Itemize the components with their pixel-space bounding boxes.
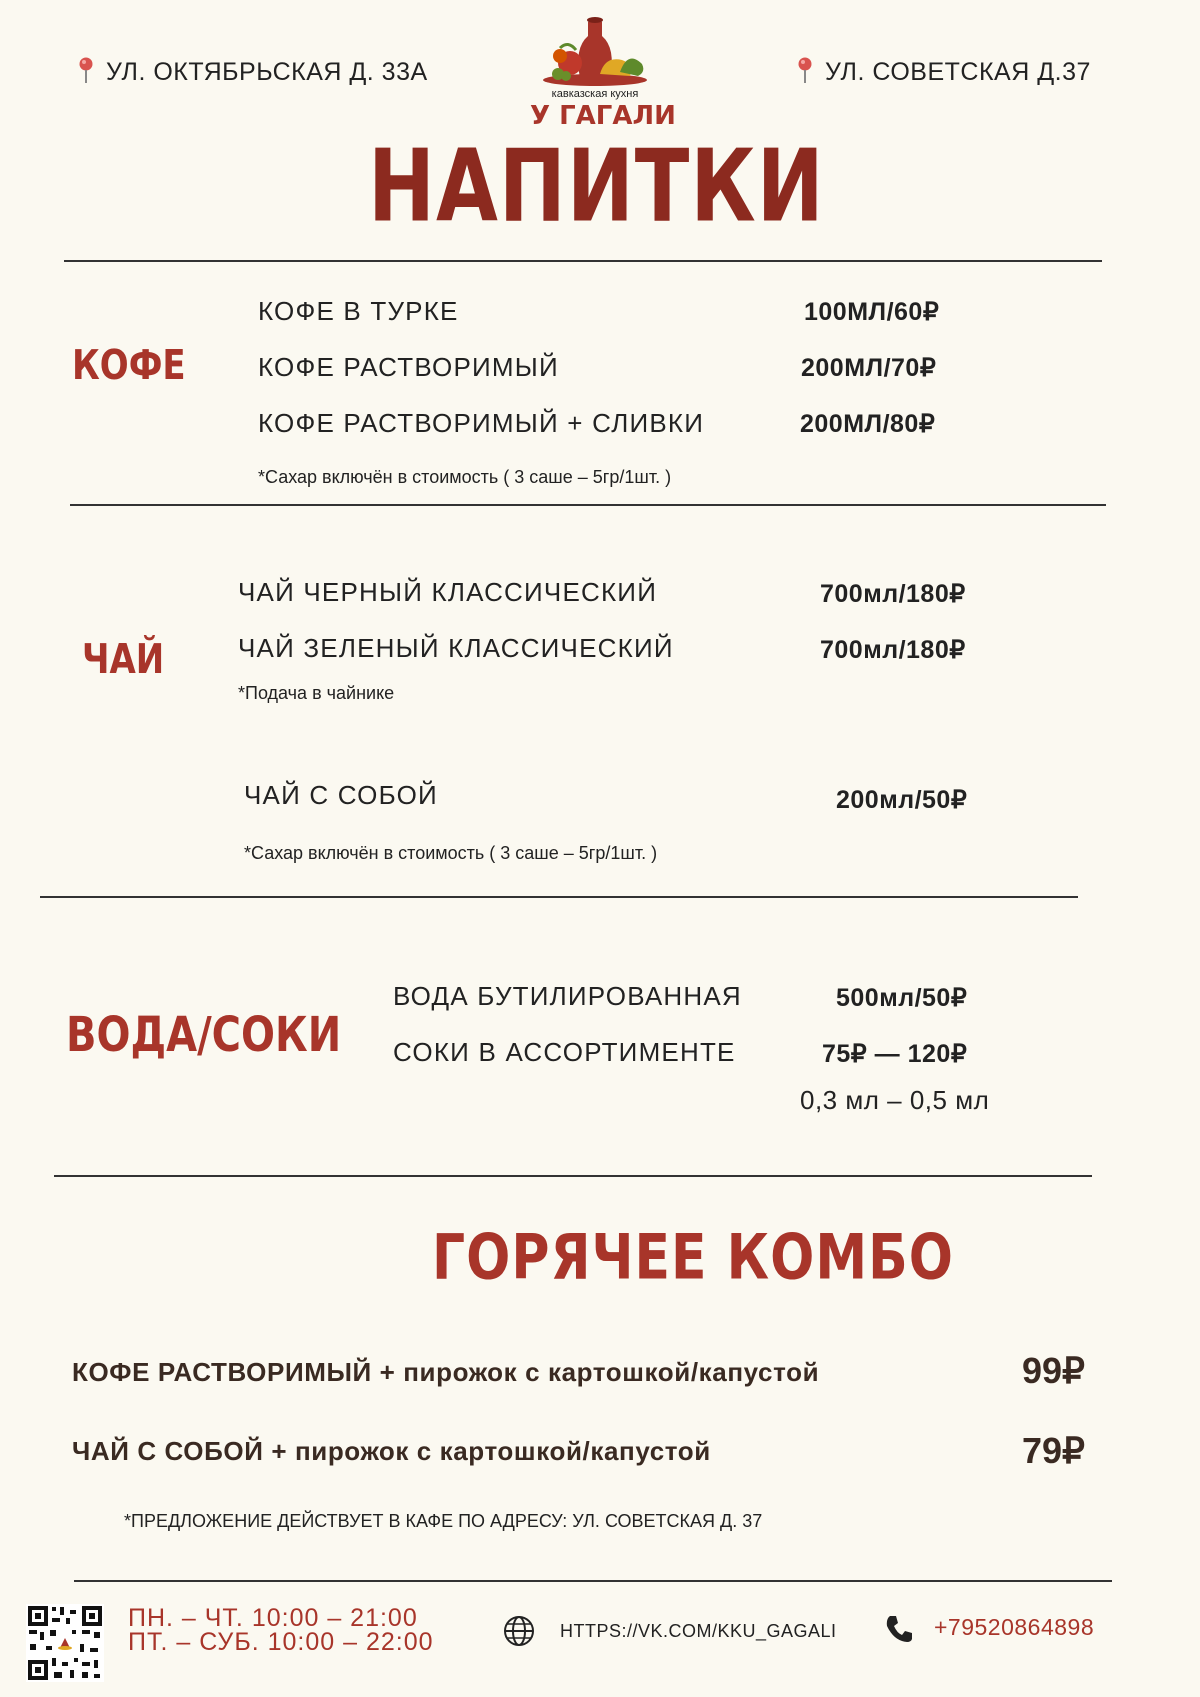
divider (54, 1175, 1092, 1177)
menu-item-price: 200мл/50₽ (836, 786, 968, 814)
category-water-juice: ВОДА/СОКИ (66, 1008, 342, 1064)
combo-item-price: 99₽ (1022, 1350, 1085, 1391)
menu-item-price: 200МЛ/70₽ (801, 354, 937, 382)
category-coffee: КОФЕ (72, 342, 186, 390)
phone-icon (884, 1614, 914, 1644)
divider (40, 896, 1078, 898)
vk-link[interactable]: HTTPS://VK.COM/KKU_GAGALI (560, 1621, 837, 1641)
footnote: *Подача в чайнике (238, 683, 395, 703)
footnote: *Сахар включён в стоимость ( 3 саше – 5гр/1шт. ) (258, 467, 672, 487)
footnote: *Сахар включён в стоимость ( 3 саше – 5гр/1шт. ) (244, 843, 658, 863)
menu-item-price: 200МЛ/80₽ (800, 410, 936, 438)
menu-item-name: КОФЕ РАСТВОРИМЫЙ (258, 352, 559, 382)
combo-item-name: КОФЕ РАСТВОРИМЫЙ + пирожок с картошкой/капустой (72, 1357, 820, 1387)
menu-item-name: ЧАЙ С СОБОЙ (244, 780, 438, 810)
combo-item-price: 79₽ (1022, 1430, 1085, 1471)
menu-item-name: ВОДА БУТИЛИРОВАННАЯ (393, 981, 742, 1011)
menu-item-price: 500мл/50₽ (836, 984, 968, 1012)
hours-weekdays: ПН. – ЧТ. 10:00 – 21:00 (128, 1604, 418, 1632)
divider (74, 1580, 1112, 1582)
location-pin-icon (76, 56, 96, 84)
menu-item-price: 700мл/180₽ (820, 636, 966, 664)
address-right-text: УЛ. СОВЕТСКАЯ Д.37 (825, 58, 1091, 86)
location-pin-icon (795, 56, 815, 84)
page-title: НАПИТКИ (368, 128, 825, 245)
menu-item-name: КОФЕ В ТУРКЕ (258, 296, 459, 326)
logo-tagline: кавказская кухня (551, 88, 639, 100)
menu-item-price: 700мл/180₽ (820, 580, 966, 608)
menu-item-price: 75₽ — 120₽ (822, 1040, 968, 1068)
volume-note: 0,3 мл – 0,5 мл (800, 1085, 990, 1115)
category-tea: ЧАЙ (82, 636, 165, 684)
logo-name: У ГАГАЛИ (530, 101, 676, 131)
menu-item-name: ЧАЙ ЧЕРНЫЙ КЛАССИЧЕСКИЙ (238, 577, 658, 607)
combo-title: ГОРЯЧЕЕ КОМБО (432, 1222, 954, 1294)
combo-item-name: ЧАЙ С СОБОЙ + пирожок с картошкой/капустой (72, 1436, 711, 1466)
phone-number[interactable]: +79520864898 (934, 1614, 1095, 1640)
divider (70, 504, 1106, 506)
menu-item-name: СОКИ В АССОРТИМЕНТЕ (393, 1037, 736, 1067)
globe-icon (502, 1614, 536, 1648)
menu-item-name: ЧАЙ ЗЕЛЕНЫЙ КЛАССИЧЕСКИЙ (238, 633, 674, 663)
menu-item-price: 100МЛ/60₽ (804, 298, 940, 326)
address-right (795, 56, 1091, 87)
logo-illustration (530, 8, 660, 88)
qr-code[interactable] (26, 1604, 104, 1682)
address-left-text: УЛ. ОКТЯБРЬСКАЯ Д. 33А (106, 58, 428, 86)
divider (64, 260, 1102, 262)
hours-weekend: ПТ. – СУБ. 10:00 – 22:00 (128, 1628, 434, 1656)
combo-note: *ПРЕДЛОЖЕНИЕ ДЕЙСТВУЕТ В КАФЕ ПО АДРЕСУ: УЛ. СОВЕТСКАЯ Д. 37 (124, 1511, 763, 1531)
logo (530, 8, 676, 133)
menu-item-name: КОФЕ РАСТВОРИМЫЙ + СЛИВКИ (258, 408, 705, 438)
address-left (76, 56, 428, 87)
